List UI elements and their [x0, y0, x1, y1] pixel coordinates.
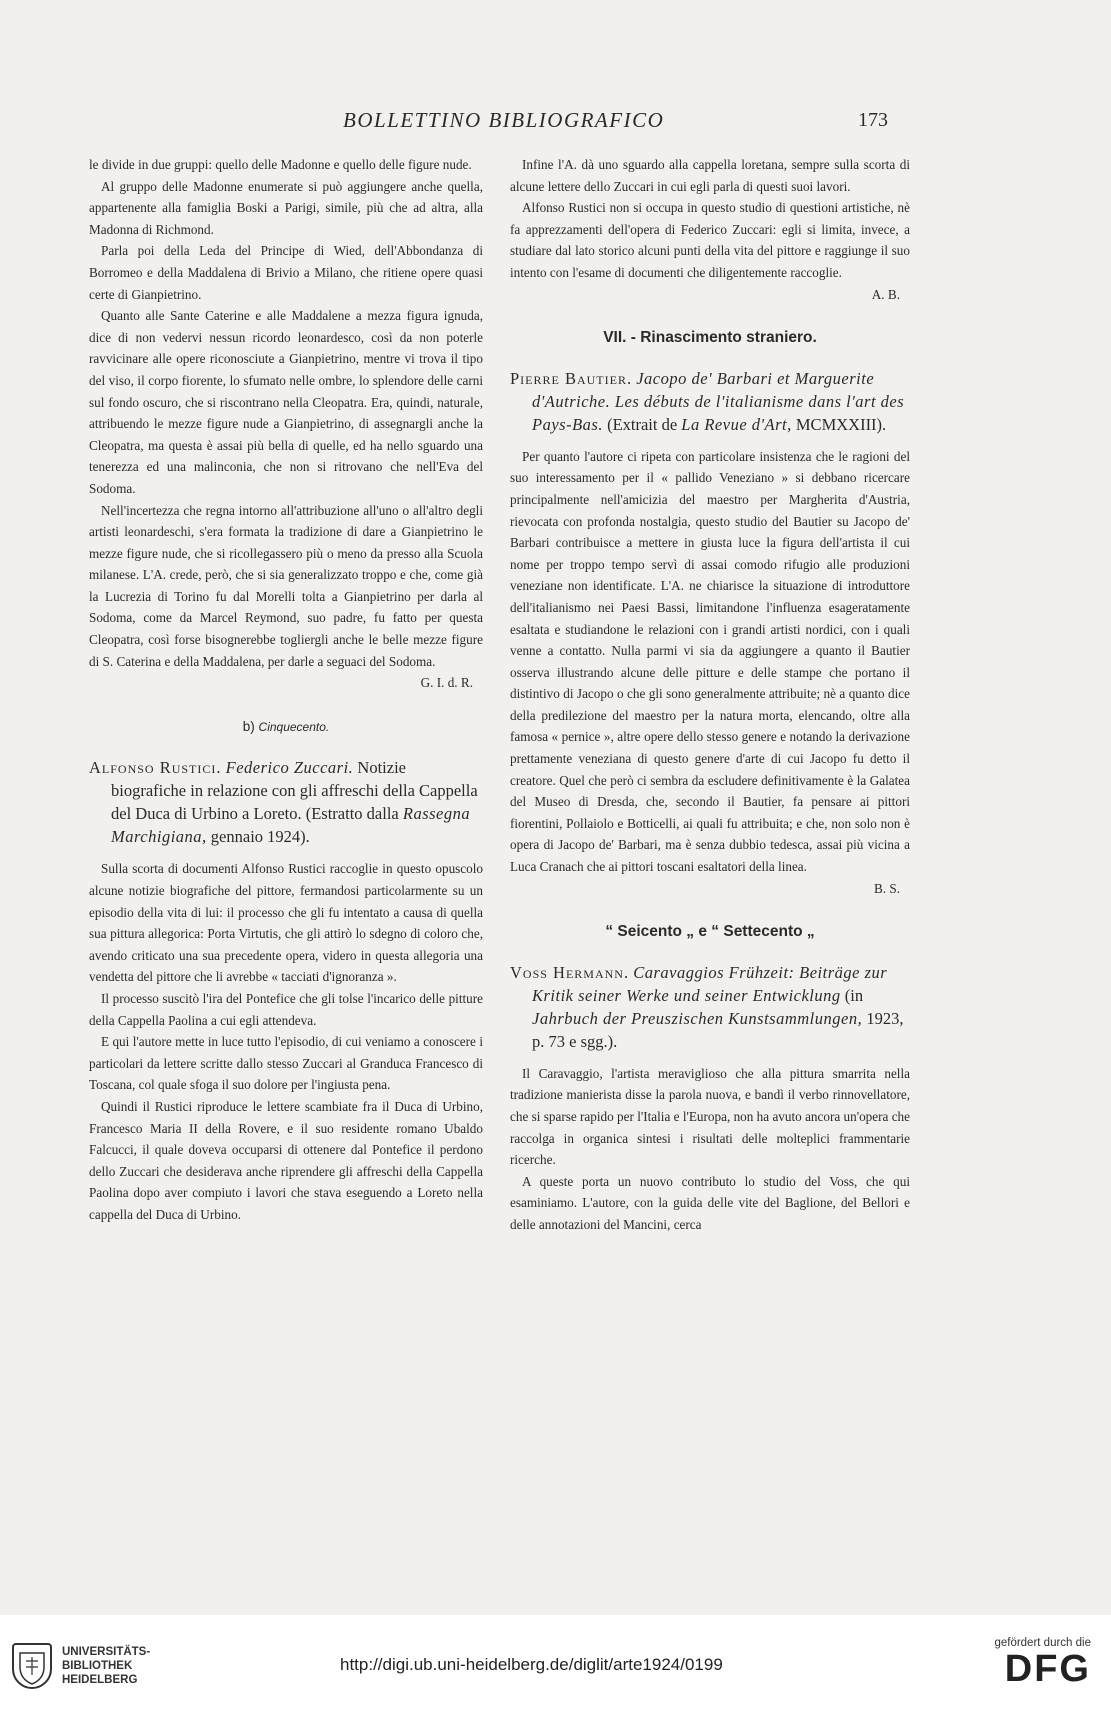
dfg-wordmark: DFG [1004, 1648, 1091, 1690]
entry-date: MCMXXIII). [795, 414, 887, 434]
section-letter: b) [242, 718, 255, 734]
dfg-logo[interactable] [971, 1637, 1091, 1689]
reviewer-signature: G. I. d. R. [420, 675, 473, 691]
entry-date: gennaio 1924). [210, 827, 310, 847]
paragraph: Nell'incertezza che regna intorno all'attribuzione all'uno o all'altro degli artisti leonardeschi, s'era formata la tradizione di dare a Gianpietrino le mezze figure nude, che si ricollegassero più o meno da presso alla Scuola milanese. L'A. crede, però, che si sia generalizzato troppo e che, come già la Lucrezia di Torino fu dal Morelli tolta a Gianpietrino per darla al Sodoma, come da Marcel Reymond, suo padre, fu fatto per questa Cleopatra, così forse bisognerebbe togliergli anche le belle mezze figure di S. Caterina e della Maddalena, per darle a seguaci del Sodoma. [89, 502, 483, 669]
bibliography-entry [89, 756, 483, 848]
paragraph: Alfonso Rustici non si occupa in questo studio di questioni artistiche, nè fa apprezzamenti dell'opera di Federico Zuccari: egli si limita, invece, a studiare dal lato storico alcuni punti della vita del pittore e raggiunge il suo intento con l'esame di documenti che diligentemente raccoglie. [510, 200, 910, 280]
entry-in: (in [844, 985, 864, 1005]
paragraph: Al gruppo delle Madonne enumerate si può aggiungere anche quella, appartenente alla famiglia Boski a Parigi, simile, più che ad altra, alla Madonna di Richmond. [89, 178, 483, 237]
entry-description: (Extrait de [607, 414, 678, 434]
right-column [510, 154, 910, 1236]
entry-journal: Rassegna Marchigiana, [111, 804, 471, 847]
paragraph: E qui l'autore mette in luce tutto l'episodio, di cui veniamo a conoscere i particolari da lettere scritte dallo stesso Zuccari al Granduca Francesco di Toscana, col quale sfoga il suo dolore per l'ingiusta pena. [89, 1034, 483, 1093]
reviewer-signature: A. B. [871, 286, 900, 302]
left-column [89, 154, 483, 1226]
page-number: 173 [858, 109, 888, 131]
paragraph: le divide in due gruppi: quello delle Madonne e quello delle figure nude. [89, 157, 472, 172]
entry-journal: La Revue d'Art, [681, 414, 792, 434]
paragraph: Il processo suscitò l'ira del Pontefice che gli tolse l'incarico delle pitture della Cappella Paolina a cui egli attendeva. [89, 991, 483, 1028]
entry-author: Alfonso Rustici. [89, 758, 222, 778]
paragraph: Sulla scorta di documenti Alfonso Rustici raccoglie in questo opuscolo alcune notizie biografiche del pittore, fermandosi particolarmente su un episodio della vita di lui: il processo che gli fu intentato a causa di quella sua pittura allegorica: Porta Virtutis, che gli attirò lo sdegno di coloro che, avendo criticato una sua precedente opera, videro in questa allegoria una vendetta del pittore che li avrebbe « tacciati d'ignoranza ». [89, 861, 483, 985]
paragraph: Parla poi della Leda del Principe di Wied, dell'Abbondanza di Borromeo e della Maddalena di Brivio a Milano, che ritiene opere quasi certe di Gianpietrino. [89, 243, 483, 302]
reviewer-signature: B. S. [873, 880, 900, 896]
entry-title: Federico Zuccari. [225, 758, 354, 778]
section-heading-seicento: “ Seicento „ e “ Settecento „ [605, 923, 815, 941]
library-name: UNIVERSITÄTS- BIBLIOTHEK HEIDELBERG [62, 1646, 151, 1686]
entry-journal: Jahrbuch der Preuszischen Kunstsammlungen, [532, 1008, 863, 1028]
paragraph: Quanto alle Sante Caterine e alle Maddalene a mezza figura ignuda, dice di non vedervi nessun ricordo leonardesco, così da non poterle ravvicinare alle opere riconosciute a Gianpietrino, mentre vi trova il tipo del viso, il corpo fiorente, lo sfumato nelle ombre, lo splendore delle carni sul fondo oscuro, che si riscontrano nella Cleopatra. Era, quindi, naturale, attribuendo le mezze figure nude a Gianpietrino, di assegnargli anche la Cleopatra, ma questa è assai più bella di quelle, ed ha nello sguardo una tenerezza ed una malinconia, che non si ritrovano che nell'Eva del Sodoma. [89, 308, 483, 496]
paragraph: Il Caravaggio, l'artista meraviglioso che alla pittura smarrita nella tradizione manierista disse la parola nuova, e bandì il verbo rinnovellatore, che si sparse rapido per l'Italia e l'Europa, non ha avuto ancora un'opera che raccolga in organica sintesi i risultati delle molteplici frammentarie ricerche. [510, 1065, 910, 1168]
section-title: Cinquecento. [258, 719, 330, 734]
entry-description: Notizie biografiche in relazione con gli affreschi della Cappella del Duca di Urbino a Loreto. (Estratto dalla [111, 758, 478, 824]
source-url-link[interactable]: http://digi.ub.uni-heidelberg.de/diglit/arte1924/0199 [340, 1655, 723, 1674]
paragraph: Quindi il Rustici riproduce le lettere scambiate fra il Duca di Urbino, Francesco Maria II della Rovere, e il suo residente romano Ubaldo Falcucci, il quale doveva occuparsi di ottenere dal Pontefice il perdono dello Zuccari che desiderava anche riprendere gli affreschi della Cappella Paolina dopo aver compiuto i lavori che stava eseguendo a Loreto nella cappella del Duca di Urbino. [89, 1098, 483, 1222]
paragraph: Per quanto l'autore ci ripeta con particolare insistenza che le ragioni del suo interessamento per il « pallido Veneziano » si debbano ricercare principalmente nell'amicizia del maestro per Margherita d'Austria, rievocata con profonda nostalgia, questo studio del Bautier su Jacopo de' Barbari contribuisce a mettere in giusta luce la figura dell'artista il cui nome per troppo tempo servì di assai comodo rifugio alle produzioni veneziane non identificate. L'A. ne chiarisce la situazione di introduttore dell'italianismo nei Paesi Bassi, limitandone l'influenza esageratamente esaltata e studiandone le relazioni con i grandi artisti nordici, con i quali venne a contatto. Nulla parmi vi sia da aggiungere a quanto il Bautier osserva illustrando alcune delle pitture e delle stampe che portano il distintivo di Jacopo o che gli sono generalmente attribuite; nè a quanto dice della predilezione del maestro per la natura morta, elencando, oltre alla famosa « pernice », altre opere dello stesso genere e notando la derivazione prettamente veneziana di questo genere d'arte di cui Jacopo fu detto il creatore. Quel che però ci sembra da escludere definitivamente è la Galatea del Museo di Dresda, che, secondo il Bautier, fa pensare ai pittori fiorentini, Pollaiolo e Botticelli, ai quali fu attribuita; e che, non solo non è opera di Jacopo de' Barbari, ma è senza dubbio tedesca, assai più vicina a Luca Cranach che ai pittori toscani esaltatori della linea. [510, 448, 910, 875]
bibliography-entry [510, 367, 910, 436]
entry-author: Pierre Bautier. [510, 368, 633, 388]
section-heading-rinascimento: VII. - Rinascimento straniero. [603, 329, 817, 347]
dfg-caption: gefördert durch die [994, 1637, 1091, 1649]
entry-title: Caravaggios Frühzeit: Beiträge zur Kritik seiner Werke und seiner Entwicklung [532, 962, 888, 1005]
footer-bar [0, 1615, 1111, 1712]
paragraph: Infine l'A. dà uno sguardo alla cappella loretana, sempre sulla scorta di alcune lettere dello Zuccari in cui egli parla di questi suoi lavori. [510, 157, 910, 194]
paragraph: A queste porta un nuovo contributo lo studio del Voss, che qui esaminiamo. L'autore, con la guida delle vite del Baglione, del Bellori e delle annotazioni del Mancini, cerca [510, 1173, 910, 1232]
running-head [0, 108, 1111, 136]
seal-icon [12, 1643, 52, 1689]
bibliography-entry [510, 961, 910, 1053]
section-heading-cinquecento [89, 716, 483, 739]
running-title: BOLLETTINO BIBLIOGRAFICO [343, 108, 665, 132]
entry-date: 1923, p. 73 e sgg.). [532, 1008, 904, 1051]
library-logo[interactable] [12, 1643, 162, 1693]
entry-title: Jacopo de' Barbari et Marguerite d'Autriche. Les débuts de l'italianisme dans l'art des Pays-Bas. [532, 368, 905, 434]
entry-author: Voss Hermann. [510, 962, 630, 982]
